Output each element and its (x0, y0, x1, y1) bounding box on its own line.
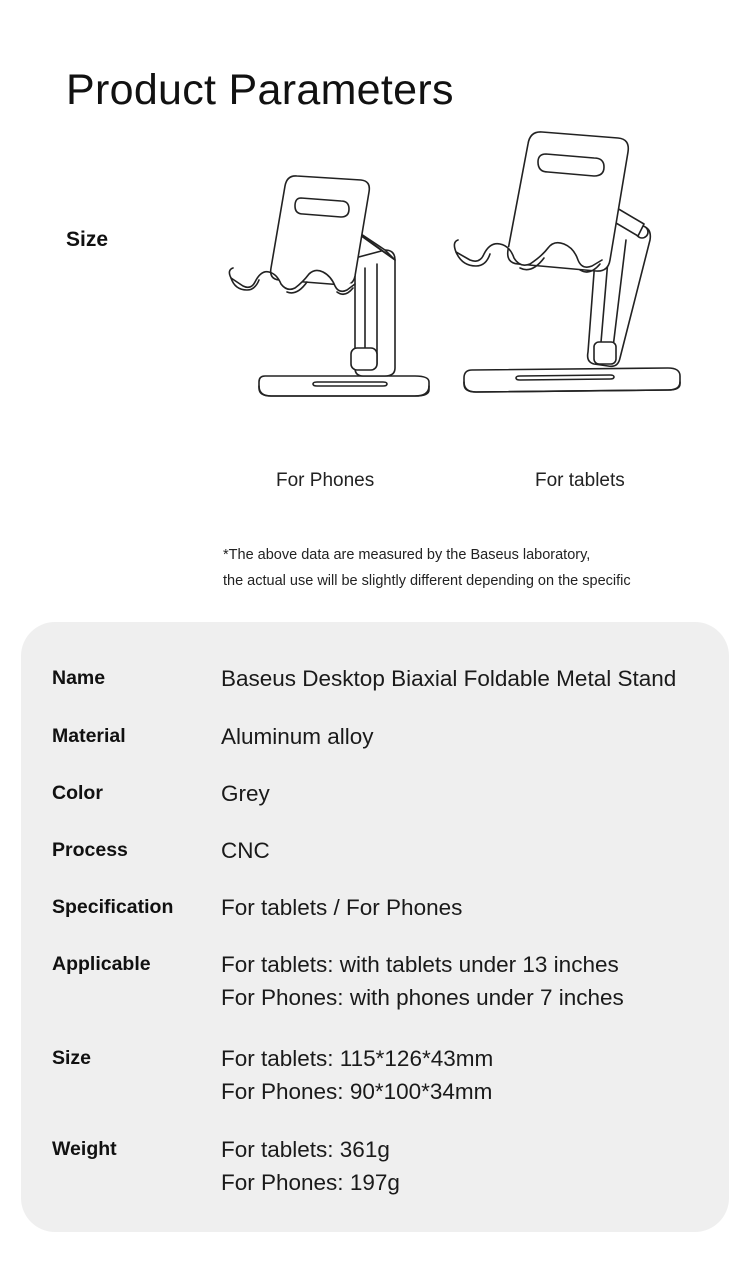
measurement-note-line-2: the actual use will be slightly different depending on the specific (223, 573, 631, 589)
spec-value (221, 1042, 493, 1108)
size-section-label: Size (66, 228, 109, 251)
spec-value: Grey (221, 781, 270, 806)
spec-card (21, 622, 729, 1232)
spec-value-line: For Phones: with phones under 7 inches (221, 985, 624, 1010)
caption-for-tablets: For tablets (535, 470, 625, 491)
spec-value-line: For Phones: 197g (221, 1170, 400, 1195)
spec-key: Material (52, 725, 126, 747)
spec-value: For tablets / For Phones (221, 895, 463, 920)
spec-key: Weight (52, 1138, 117, 1160)
spec-key: Name (52, 667, 106, 689)
spec-value: CNC (221, 838, 270, 863)
measurement-note (223, 542, 631, 594)
spec-key: Specification (52, 896, 174, 918)
spec-key: Size (52, 1047, 92, 1069)
spec-key: Color (52, 782, 103, 804)
spec-value (221, 1133, 400, 1199)
spec-value (221, 948, 624, 1014)
page-title: Product Parameters (66, 66, 454, 114)
spec-key: Process (52, 839, 128, 861)
spec-key: Applicable (52, 953, 151, 975)
caption-for-phones: For Phones (276, 470, 375, 491)
measurement-note-line-1: *The above data are measured by the Baseus laboratory, (223, 547, 591, 563)
spec-value-line: For tablets: 361g (221, 1137, 390, 1162)
tablet-stand-illustration (450, 128, 685, 413)
phone-stand-illustration (225, 168, 435, 408)
spec-value-line: For tablets: with tablets under 13 inches (221, 952, 619, 977)
spec-value: Aluminum alloy (221, 724, 374, 749)
spec-value-line: For tablets: 115*126*43mm (221, 1046, 494, 1071)
spec-value: Baseus Desktop Biaxial Foldable Metal Stand (221, 666, 677, 691)
spec-value-line: For Phones: 90*100*34mm (221, 1079, 493, 1104)
